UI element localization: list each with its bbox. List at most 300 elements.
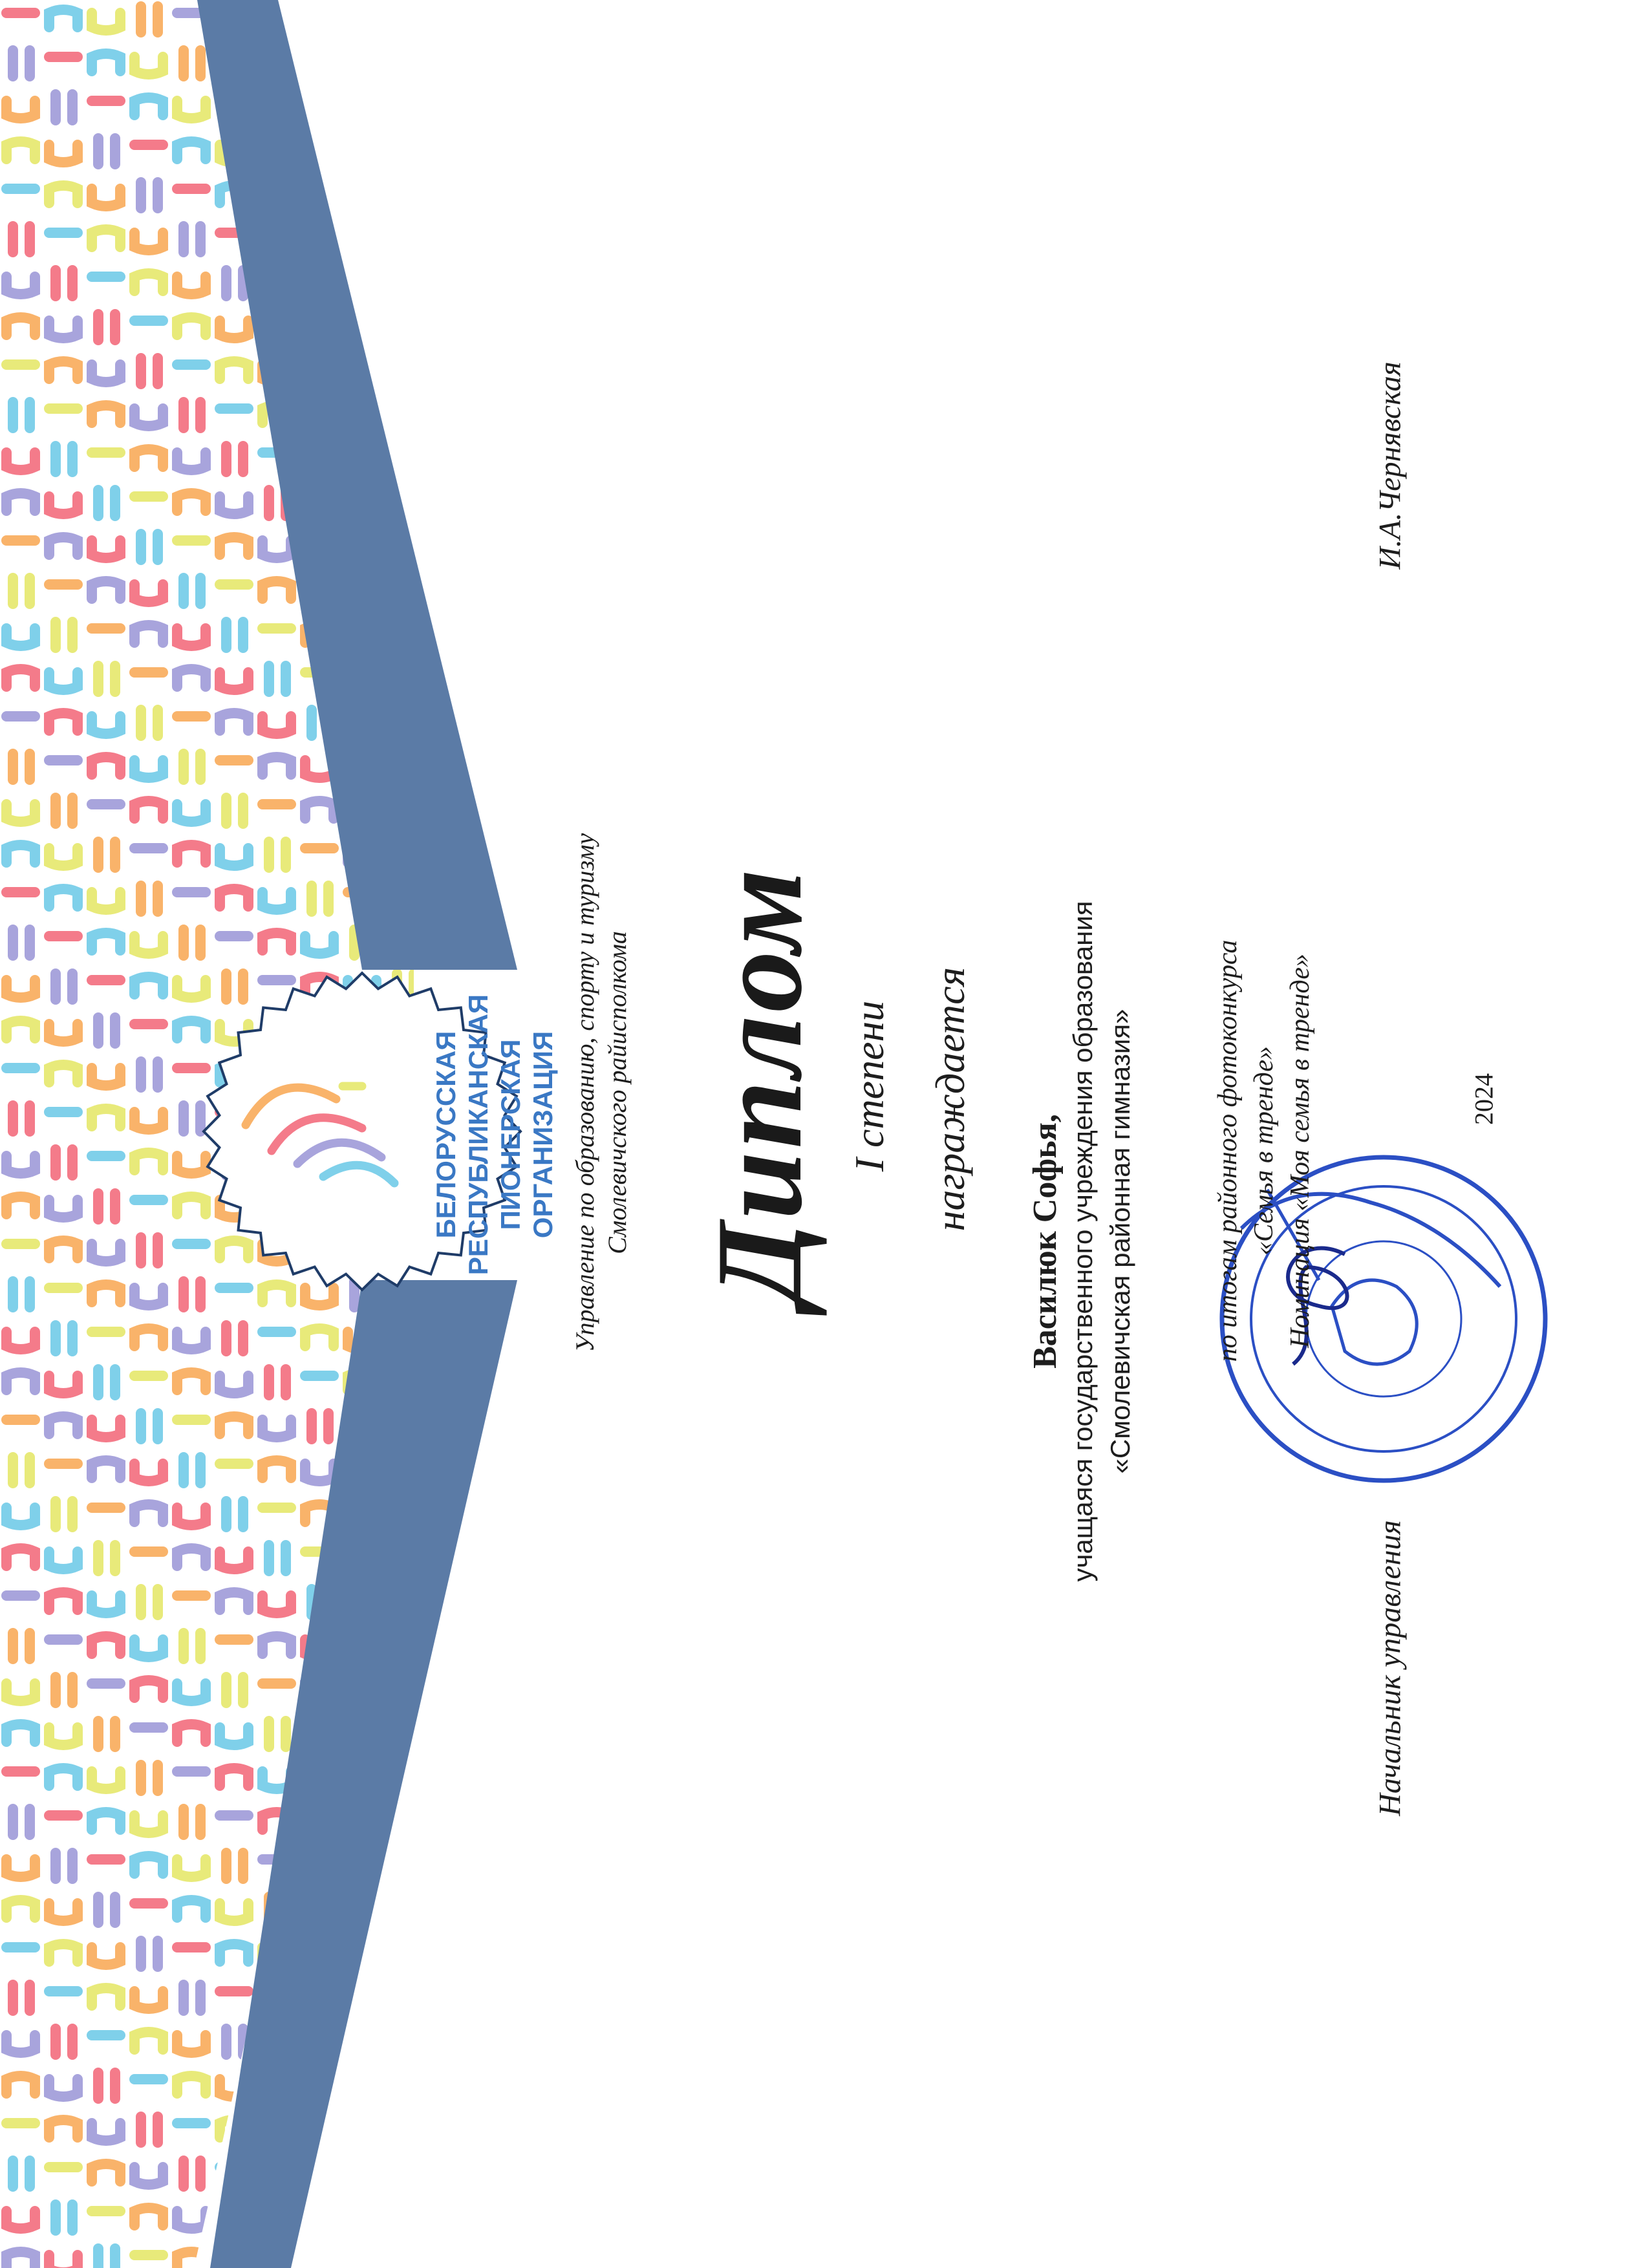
pattern-glyph (177, 2035, 206, 2053)
recipient-block (1009, 899, 1157, 1584)
pattern-glyph (220, 889, 248, 906)
pattern-glyph (220, 361, 248, 379)
awarded-text: награждается (927, 967, 973, 1232)
pattern-glyph (6, 1900, 35, 1918)
header (562, 750, 640, 1435)
pattern-glyph (262, 1460, 291, 1478)
pattern-glyph (134, 2208, 163, 2225)
pattern-glyph (56, 974, 72, 1000)
pattern-glyph (49, 1417, 78, 1434)
pattern-glyph (220, 1592, 248, 1610)
pattern-glyph (220, 713, 248, 731)
pattern-glyph (6, 453, 35, 470)
pattern-glyph (92, 1812, 120, 1830)
pattern-glyph (49, 1944, 78, 1962)
pattern-glyph (6, 1724, 35, 1742)
contest-line-1: по итогам районного фотоконкурса (1213, 939, 1243, 1362)
pattern-glyph (226, 2029, 243, 2055)
pattern-glyph (177, 2076, 206, 2093)
pattern-glyph (184, 226, 200, 252)
pattern-glyph (348, 2076, 376, 2093)
pattern-glyph (262, 1596, 291, 1613)
pattern-glyph (6, 2252, 35, 2268)
pattern-glyph (220, 1376, 248, 1393)
pattern-glyph (134, 409, 163, 426)
pattern-glyph (220, 1241, 248, 1258)
pattern-glyph (141, 2117, 158, 2143)
pattern-glyph (49, 889, 78, 906)
pattern-glyph (262, 716, 291, 734)
pattern-glyph (56, 1853, 72, 1879)
pattern-glyph (348, 2252, 376, 2268)
contest-line-2: «Семья в тренде» (1249, 1046, 1279, 1256)
pattern-glyph (177, 980, 206, 998)
pattern-glyph (98, 842, 115, 868)
pattern-glyph (13, 226, 30, 252)
signer-name: И.А.Чернявская (1373, 361, 1408, 570)
pattern-glyph (141, 1589, 158, 1615)
recipient-name: Василюк Софья, (1027, 1114, 1064, 1369)
pattern-glyph (56, 622, 72, 648)
pattern-glyph (92, 2164, 120, 2181)
pattern-glyph (184, 1809, 200, 1835)
pattern-glyph (98, 1721, 115, 1747)
pattern-glyph (13, 1457, 30, 1483)
pattern-glyph (134, 2032, 163, 2049)
pattern-glyph (184, 402, 200, 428)
pattern-glyph (184, 50, 200, 76)
pattern-glyph (141, 1413, 158, 1439)
pattern-glyph (92, 230, 120, 247)
pattern-glyph (56, 2029, 72, 2055)
ribbon-band-lower (210, 1280, 517, 2268)
pattern-glyph (56, 798, 72, 824)
pattern-glyph (6, 1548, 35, 1566)
pattern-glyph (6, 317, 35, 335)
pattern-glyph (6, 493, 35, 511)
pattern-glyph (184, 578, 200, 604)
pattern-glyph (134, 1153, 163, 1170)
pattern-glyph (92, 581, 120, 599)
pattern-glyph (220, 1552, 248, 1569)
pattern-glyph (348, 101, 376, 118)
pattern-glyph (226, 1677, 243, 1703)
pattern-glyph (141, 1062, 158, 1087)
pattern-glyph (312, 1413, 328, 1439)
pattern-glyph (49, 497, 78, 514)
pattern-glyph (49, 1200, 78, 1217)
pattern-glyph (56, 1325, 72, 1351)
pattern-glyph (92, 1244, 120, 1261)
pattern-glyph (177, 317, 206, 335)
pattern-glyph (177, 453, 206, 470)
pattern-glyph (134, 1329, 163, 1346)
logo-line: ПИОНЕРСКАЯ (495, 1039, 526, 1230)
pattern-glyph (391, 321, 419, 338)
pattern-glyph (49, 1376, 78, 1393)
pattern-glyph (391, 2255, 419, 2268)
pattern-glyph (348, 2035, 376, 2053)
pattern-glyph (56, 1501, 72, 1527)
pattern-glyph (305, 801, 334, 818)
pattern-glyph (177, 1508, 206, 1525)
pattern-glyph (49, 1728, 78, 1745)
pattern-glyph (49, 1768, 78, 1786)
pattern-glyph (92, 1285, 120, 1302)
pattern-glyph (56, 270, 72, 296)
pattern-glyph (49, 1024, 78, 1042)
pattern-glyph (92, 1771, 120, 1789)
pattern-glyph (92, 365, 120, 382)
pattern-glyph (92, 1109, 120, 1126)
pattern-glyph (226, 446, 243, 472)
pattern-glyph (49, 1903, 78, 1921)
pattern-glyph (92, 933, 120, 950)
pattern-glyph (220, 497, 248, 514)
pattern-glyph (56, 446, 72, 472)
pattern-glyph (177, 1197, 206, 1214)
pattern-glyph (13, 930, 30, 956)
pattern-glyph (134, 625, 163, 643)
pattern-glyph (354, 1985, 371, 2011)
pattern-glyph (226, 270, 243, 296)
pattern-glyph (49, 1241, 78, 1258)
pattern-glyph (262, 1420, 291, 1437)
pattern-glyph (220, 1768, 248, 1786)
pattern-glyph (177, 493, 206, 511)
pattern-glyph (6, 1684, 35, 1701)
pattern-glyph (49, 186, 78, 203)
pattern-glyph (226, 1501, 243, 1527)
pattern-glyph (141, 534, 158, 560)
logo-line: ОРГАНИЗАЦИЯ (528, 1031, 558, 1239)
pattern-glyph (92, 1947, 120, 1965)
pattern-glyph (92, 716, 120, 734)
year-block (1461, 1041, 1506, 1157)
pattern-glyph (269, 1369, 286, 1395)
pattern-glyph (49, 2079, 78, 2097)
nomination-text: Номинация «Моя семья в тренде» (1285, 954, 1315, 1348)
pattern-glyph (226, 1853, 243, 1879)
contest-block (1190, 808, 1338, 1493)
pattern-glyph (13, 1281, 30, 1307)
pattern-glyph (92, 892, 120, 910)
pattern-glyph (305, 1288, 334, 1305)
pattern-glyph (177, 1373, 206, 1390)
pattern-glyph (98, 1369, 115, 1395)
pattern-glyph (6, 1197, 35, 1214)
pattern-glyph (92, 540, 120, 558)
pattern-glyph (226, 798, 243, 824)
pattern-glyph (49, 2255, 78, 2268)
pattern-glyph (397, 446, 414, 472)
pattern-glyph (6, 1859, 35, 1877)
pattern-glyph (312, 6, 328, 32)
pattern-glyph (98, 138, 115, 164)
pattern-glyph (134, 1815, 163, 1833)
pattern-glyph (49, 1552, 78, 1569)
pattern-glyph (6, 101, 35, 118)
pattern-glyph (220, 1728, 248, 1745)
pattern-glyph (354, 2161, 371, 2187)
pattern-glyph (184, 930, 200, 956)
pattern-glyph (98, 1193, 115, 1219)
pattern-glyph (391, 2120, 419, 2137)
pattern-glyph (177, 2211, 206, 2229)
pattern-glyph (134, 1504, 163, 1522)
pattern-glyph (226, 1325, 243, 1351)
header-line-1: Управление по образованию, спорту и туризму (570, 833, 599, 1353)
pattern-glyph (262, 757, 291, 775)
pattern-glyph (134, 584, 163, 602)
pattern-glyph (134, 936, 163, 954)
signer-name-block (1364, 304, 1416, 627)
pattern-glyph (134, 801, 163, 818)
pattern-glyph (141, 1765, 158, 1791)
pattern-glyph (177, 845, 206, 862)
pattern-glyph (92, 1988, 120, 2006)
pattern-glyph (6, 669, 35, 687)
pattern-glyph (269, 666, 286, 692)
pattern-glyph (134, 1464, 163, 1481)
pattern-glyph (397, 2205, 414, 2231)
pattern-glyph (92, 1636, 120, 1654)
pattern-glyph (134, 1112, 163, 1129)
pattern-glyph (269, 1545, 286, 1571)
pattern-glyph (184, 754, 200, 780)
pattern-glyph (177, 1021, 206, 1038)
pattern-glyph (49, 713, 78, 731)
pattern-glyph (305, 98, 334, 115)
pattern-glyph (49, 10, 78, 27)
pattern-glyph (177, 1684, 206, 1701)
pattern-glyph (177, 1724, 206, 1742)
pattern-glyph (49, 361, 78, 379)
year-text: 2024 (1469, 1073, 1499, 1125)
pattern-glyph (6, 2035, 35, 2053)
pattern-glyph (13, 1106, 30, 1131)
recipient-line-1: учащаяся государственного учреждения образования (1067, 901, 1098, 1582)
pattern-glyph (397, 2029, 414, 2055)
pattern-glyph (177, 1156, 206, 1173)
pattern-glyph (184, 1106, 200, 1131)
pattern-glyph (92, 757, 120, 775)
pattern-glyph (6, 1156, 35, 1173)
pattern-glyph (49, 1592, 78, 1610)
pattern-glyph (134, 273, 163, 291)
pattern-glyph (92, 189, 120, 206)
pattern-glyph (56, 94, 72, 120)
pattern-glyph (269, 842, 286, 868)
pattern-glyph (177, 2252, 206, 2268)
degree-text: I степени (846, 1000, 892, 1172)
pattern-glyph (13, 754, 30, 780)
logo-organization-text (414, 983, 575, 1287)
pattern-glyph (141, 6, 158, 32)
pattern-glyph (220, 848, 248, 866)
pattern-glyph (98, 314, 115, 340)
signer-title-block (1364, 1455, 1416, 1881)
pattern-glyph (56, 1677, 72, 1703)
pattern-glyph (6, 1332, 35, 1349)
pattern-glyph (49, 848, 78, 866)
pattern-glyph (177, 804, 206, 822)
pattern-glyph (6, 277, 35, 294)
pattern-glyph (134, 1640, 163, 1657)
pattern-glyph (177, 1859, 206, 1877)
pattern-glyph (13, 1809, 30, 1835)
signer-title: Начальник управления (1373, 1520, 1408, 1816)
pattern-glyph (391, 145, 419, 162)
recipient-line-2: «Смолевичская районная гимназия» (1105, 1009, 1135, 1474)
pattern-glyph (141, 886, 158, 912)
pattern-glyph (177, 1332, 206, 1349)
pattern-glyph (262, 933, 291, 950)
pattern-glyph (177, 628, 206, 646)
pattern-glyph (98, 2249, 115, 2268)
pattern-glyph (92, 54, 120, 71)
pattern-glyph (98, 490, 115, 516)
pattern-glyph (98, 1018, 115, 1043)
pattern-glyph (141, 358, 158, 384)
pattern-glyph (13, 2161, 30, 2187)
pattern-glyph (49, 1065, 78, 1082)
pattern-glyph (98, 2073, 115, 2099)
pattern-glyph (134, 1680, 163, 1698)
pattern-glyph (13, 1985, 30, 2011)
pattern-glyph (397, 270, 414, 296)
pattern-glyph (98, 1545, 115, 1571)
pattern-glyph (305, 1464, 334, 1481)
pattern-glyph (49, 672, 78, 690)
pattern-glyph (98, 1897, 115, 1923)
pattern-glyph (184, 1281, 200, 1307)
pattern-glyph (269, 1721, 286, 1747)
pattern-glyph (141, 182, 158, 208)
pattern-glyph (262, 581, 291, 599)
pattern-glyph (6, 1021, 35, 1038)
pattern-glyph (177, 669, 206, 687)
title-block (692, 840, 828, 1332)
pattern-glyph (305, 936, 334, 954)
pattern-glyph (348, 142, 376, 159)
pattern-glyph (354, 50, 371, 76)
pattern-glyph (348, 277, 376, 294)
pattern-glyph (6, 845, 35, 862)
pattern-glyph (134, 760, 163, 778)
pattern-glyph (354, 226, 371, 252)
pattern-glyph (397, 1853, 414, 1879)
pattern-glyph (134, 977, 163, 994)
pattern-glyph (262, 892, 291, 910)
pattern-glyph (262, 540, 291, 558)
pattern-glyph (141, 1941, 158, 1967)
pattern-glyph (6, 2076, 35, 2093)
pattern-glyph (49, 2120, 78, 2137)
pattern-glyph (49, 321, 78, 338)
pattern-glyph (305, 1329, 334, 1346)
pattern-glyph (312, 886, 328, 912)
pattern-glyph (134, 98, 163, 115)
logo-line: БЕЛОРУССКАЯ (431, 1031, 461, 1239)
pattern-glyph (226, 622, 243, 648)
pattern-glyph (56, 2205, 72, 2231)
pattern-glyph (391, 1944, 419, 1962)
pattern-glyph (177, 1900, 206, 1918)
pattern-glyph (220, 537, 248, 555)
pattern-glyph (134, 233, 163, 250)
logo-line: РЕСПУБЛИКАНСКАЯ (463, 994, 493, 1276)
pattern-glyph (92, 13, 120, 30)
pattern-glyph (92, 405, 120, 423)
pattern-glyph (391, 361, 419, 379)
pattern-glyph (56, 1150, 72, 1175)
pattern-glyph (134, 1288, 163, 1305)
pattern-glyph (220, 1903, 248, 1921)
pattern-glyph (13, 578, 30, 604)
pattern-glyph (177, 277, 206, 294)
pattern-glyph (6, 142, 35, 159)
degree-block (841, 989, 899, 1183)
pattern-glyph (397, 94, 414, 120)
pattern-glyph (13, 1633, 30, 1659)
pattern-glyph (305, 2208, 334, 2225)
pattern-glyph (134, 1991, 163, 2009)
pattern-glyph (391, 1903, 419, 1921)
pattern-glyph (6, 804, 35, 822)
pattern-glyph (134, 1856, 163, 1874)
pattern-glyph (177, 1548, 206, 1566)
pattern-glyph (226, 974, 243, 1000)
pattern-glyph (6, 628, 35, 646)
pattern-glyph (220, 321, 248, 338)
pattern-glyph (177, 101, 206, 118)
pattern-glyph (184, 1633, 200, 1659)
pattern-glyph (49, 537, 78, 555)
pattern-glyph (92, 2123, 120, 2141)
pattern-glyph (220, 1417, 248, 1434)
header-line-2: Смолевичского райисполкома (603, 931, 632, 1254)
pattern-glyph (92, 1420, 120, 1437)
pattern-glyph (220, 1944, 248, 1962)
pattern-glyph (141, 1237, 158, 1263)
pattern-glyph (305, 57, 334, 74)
pattern-glyph (92, 1068, 120, 1086)
pattern-glyph (134, 57, 163, 74)
pattern-glyph (98, 666, 115, 692)
pattern-glyph (391, 2079, 419, 2097)
pattern-glyph (391, 10, 419, 27)
awarded-block (918, 931, 983, 1267)
pattern-glyph (184, 1457, 200, 1483)
pattern-glyph (92, 1460, 120, 1478)
pattern-glyph (49, 145, 78, 162)
pattern-glyph (6, 1373, 35, 1390)
pattern-glyph (134, 2167, 163, 2185)
pattern-glyph (134, 449, 163, 467)
pattern-glyph (348, 2211, 376, 2229)
pattern-glyph (220, 672, 248, 690)
pattern-glyph (262, 1636, 291, 1654)
pattern-glyph (141, 710, 158, 736)
pattern-glyph (262, 1285, 291, 1302)
pattern-glyph (6, 1508, 35, 1525)
pattern-glyph (391, 186, 419, 203)
pattern-glyph (92, 1596, 120, 1613)
pattern-glyph (184, 2161, 200, 2187)
page-title: Диплом (692, 866, 828, 1307)
pattern-glyph (13, 50, 30, 76)
